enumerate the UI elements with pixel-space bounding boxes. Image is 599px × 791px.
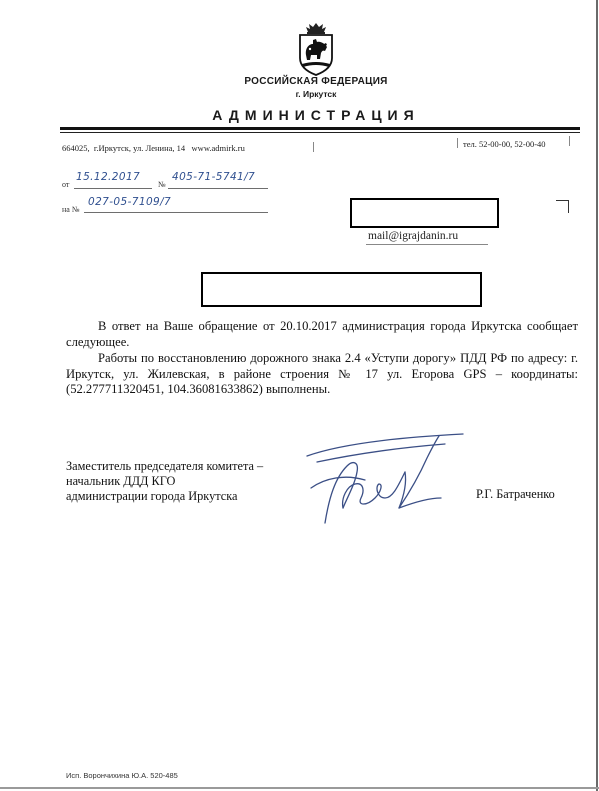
from-date-underline <box>74 188 152 189</box>
address-line <box>62 143 245 153</box>
reference-number-handwritten: 027-05-7109/7 <box>88 196 172 208</box>
city-heading: г. Иркутск <box>295 89 337 99</box>
header-rule-thick <box>60 127 580 130</box>
reference-number-underline <box>84 212 268 213</box>
phone-separator-left <box>457 138 458 148</box>
outgoing-number-underline <box>168 188 268 189</box>
signatory-title-line-2: начальник ДДД КГО <box>66 474 176 488</box>
website-link: www.admirk.ru <box>191 143 245 153</box>
signatory-title-line-3: администрации города Иркутска <box>66 489 238 503</box>
redacted-salutation <box>201 272 482 307</box>
address-block-corner-mark <box>556 200 569 213</box>
executor-footer: Исп. Ворончихина Ю.А. 520-485 <box>66 771 178 780</box>
redacted-addressee-name <box>350 198 499 228</box>
body-paragraph-2: Работы по восстановлению дорожного знака 2.4 «Уступи дорогу» ПДД РФ по адресу: г. Иркутск, ул. Жилевская, в районе строения № 17 ул. Егорова GPS – координаты: (52.277711320451, 104.36081633862) выполнены. <box>66 351 578 396</box>
outgoing-number-handwritten: 405-71-5741/7 <box>172 171 256 183</box>
address-separator <box>313 142 314 152</box>
body-paragraph-1: В ответ на Ваше обращение от 20.10.2017 администрация города Иркутска сообщает следующее. <box>66 319 578 349</box>
signatory-title <box>66 459 326 504</box>
country-heading: РОССИЙСКАЯ ФЕДЕРАЦИЯ <box>244 76 388 87</box>
signatory-title-line-1: Заместитель председателя комитета – <box>66 459 264 473</box>
phone-separator-right <box>569 136 570 146</box>
email-underline <box>366 244 488 245</box>
city-emblem-icon <box>296 22 336 76</box>
from-date-label: от <box>62 180 70 189</box>
signatory-name: Р.Г. Батраченко <box>476 487 555 501</box>
phone-numbers: тел. 52-00-00, 52-00-40 <box>463 139 546 149</box>
reference-number-label: на № <box>62 205 80 214</box>
scan-edge-bottom <box>0 787 599 789</box>
organization-title: АДМИНИСТРАЦИЯ <box>212 107 420 123</box>
handwritten-signature <box>295 428 475 528</box>
addressee-email: mail@igrajdanin.ru <box>368 230 459 242</box>
number-label: № <box>158 180 166 189</box>
postal-address: 664025, г.Иркутск, ул. Ленина, 14 <box>62 143 186 153</box>
from-date-handwritten: 15.12.2017 <box>76 171 141 183</box>
header-rule-thin <box>60 132 580 133</box>
